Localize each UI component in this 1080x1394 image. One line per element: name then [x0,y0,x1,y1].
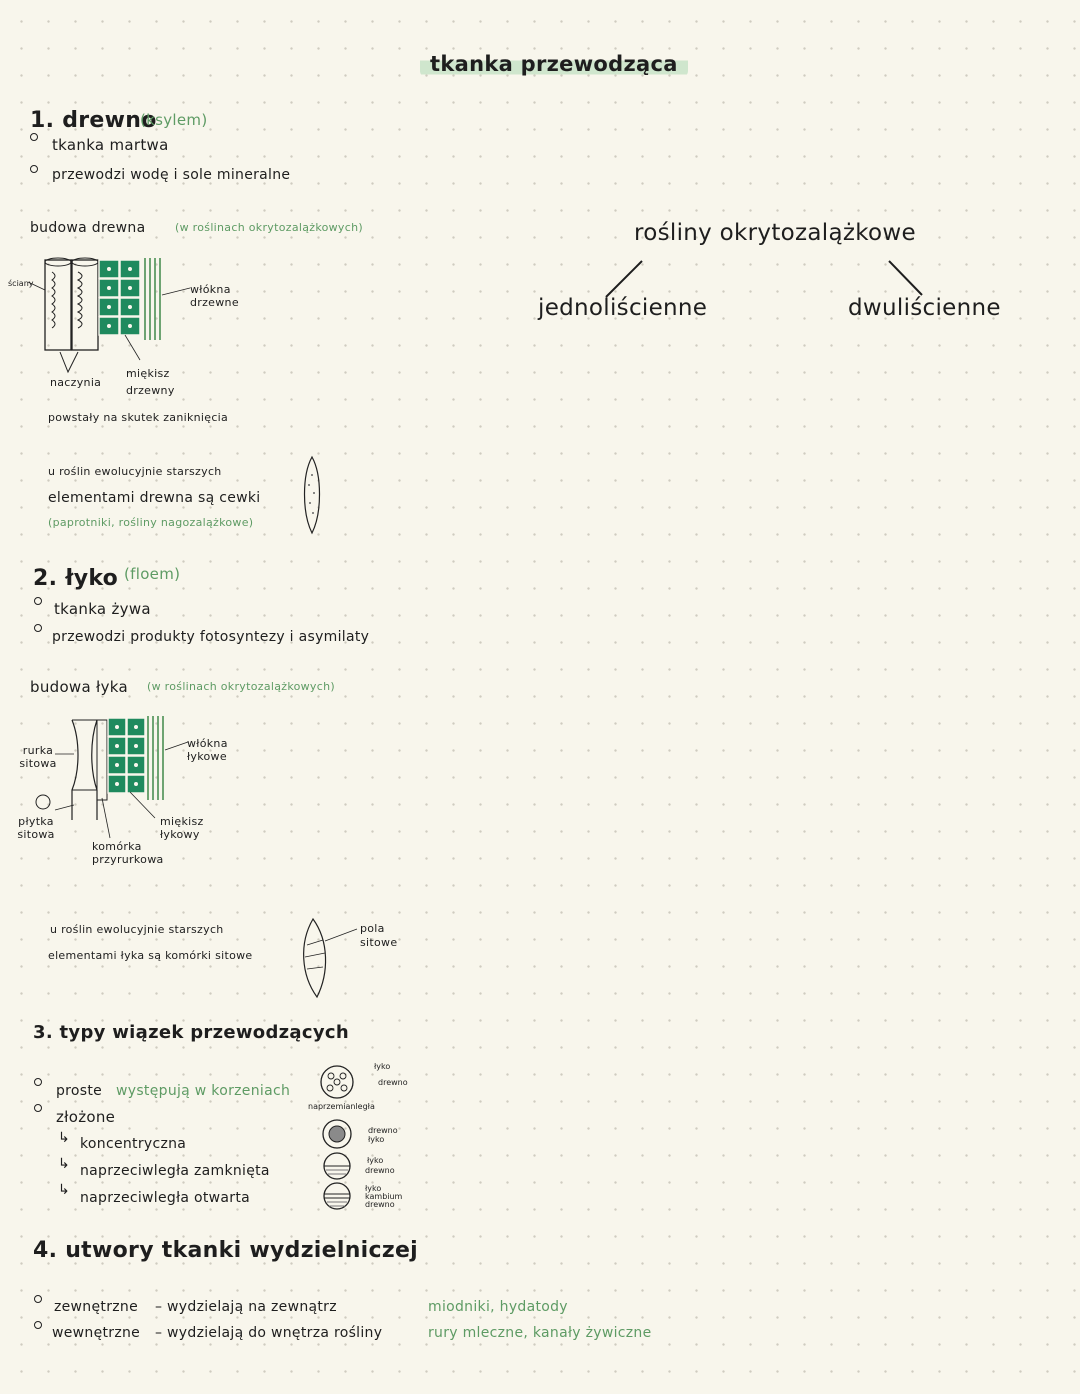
section1-heading: 1. drewno [30,108,157,133]
section2-heading-note: (floem) [124,565,181,583]
xylem-vessels-label: naczynia [50,376,102,389]
section1-heading-note: (ksylem) [140,111,208,129]
section2-structure-label: budowa łyka [30,678,129,696]
bundle2-label-b: łyko [368,1135,385,1144]
bundle4-label-b: kambium [365,1192,403,1201]
phloem-evo-line2: elementami łyka są komórki sitowe [48,949,253,962]
phloem-parenchyma-label: miękisz łykowy [160,815,204,842]
section1-structure-note: (w roślinach okrytozalążkowych) [175,221,363,234]
arrow-icon: ↳ [58,1156,71,1172]
phloem-plate-label: płytka sitowa [17,815,55,842]
section3-simple-note: występują w korzeniach [116,1083,291,1099]
arrow-icon: ↳ [58,1130,71,1146]
section4-row2-example: rury mleczne, kanały żywiczne [428,1325,652,1341]
bullet-icon [30,165,38,173]
tree-lines [600,255,930,300]
bullet-icon [34,1321,42,1329]
sieve-fields-label: pola sitowe [360,922,398,950]
phloem-evo-line1: u roślin ewolucyjnie starszych [50,923,224,936]
bullet-icon [34,1078,42,1086]
phloem-fibers-label: włókna łykowe [187,737,228,763]
section4-row1-desc: – wydzielają na zewnątrz [155,1299,337,1315]
arrow-icon: ↳ [58,1182,71,1198]
bullet-icon [34,597,42,605]
phloem-companion-label: komórka przyrurkowa [92,840,164,867]
monocots-label: jednoliścienne [538,295,708,321]
section3-sub-1: koncentryczna [80,1136,187,1152]
section3-heading: 3. typy wiązek przewodzących [33,1022,349,1043]
section3-complex: złożone [56,1108,116,1126]
xylem-evo-note: (paprotniki, rośliny nagozalążkowe) [48,516,254,529]
bundle1-top-label: łyko [374,1062,391,1071]
section3-sub-2: naprzeciwległa zamknięta [80,1163,270,1179]
xylem-fibers-label: włókna drzewne [190,283,239,310]
bundle2-label-a: drewno [368,1126,398,1135]
bullet-icon [30,133,38,141]
sieve-cell-icon [295,915,365,1000]
section2-structure-note: (w roślinach okrytozalążkowych) [147,680,335,693]
dicots-label: dwuliścienne [848,295,1001,321]
section4-row1-term: zewnętrzne [54,1299,138,1315]
bullet-icon [34,1104,42,1112]
section1-bullet-2: przewodzi wodę i sole mineralne [52,167,291,183]
section1-structure-label: budowa drewna [30,220,146,236]
section4-heading: 4. utwory tkanki wydzielniczej [33,1238,419,1263]
bundle1-bottom-label: drewno [378,1078,408,1087]
xylem-evo-line2: elementami drewna są cewki [48,490,261,506]
xylem-left-label: ściany [8,279,34,288]
bundle3-label-a: łyko [367,1156,384,1165]
bundle3-label-b: drewno [365,1166,395,1175]
bullet-icon [34,1295,42,1303]
section2-bullet-1: tkanka żywa [54,600,151,618]
bullet-icon [34,624,42,632]
xylem-parenchyma-label: miękisz drzewny [126,367,175,397]
section2-bullet-2: przewodzi produkty fotosyntezy i asymilaty [52,629,370,645]
bundle1-caption: naprzemianległa [308,1102,375,1111]
phloem-tube-label: rurka sitowa [19,744,57,771]
xylem-diagram [0,250,200,360]
section2-heading: 2. łyko [33,566,119,591]
section1-bullet-1: tkanka martwa [52,136,169,154]
page-title: tkanka przewodząca [420,52,688,77]
tracheid-icon [300,455,324,535]
section3-simple: proste [56,1083,103,1099]
section3-sub-3: naprzeciwległa otwarta [80,1190,250,1206]
section4-row2-desc: – wydzielają do wnętrza rośliny [155,1325,383,1341]
section4-row1-example: miodniki, hydatody [428,1299,568,1315]
xylem-evo-line1: u roślin ewolucyjnie starszych [48,465,222,478]
xylem-formed-text: powstały na skutek zaniknięcia [48,411,229,424]
section4-row2-term: wewnętrzne [52,1325,141,1341]
bundle4-label-c: drewno [365,1200,395,1209]
bundle4-label-a: łyko [365,1184,382,1193]
plants-heading: rośliny okrytozalążkowe [634,220,916,246]
